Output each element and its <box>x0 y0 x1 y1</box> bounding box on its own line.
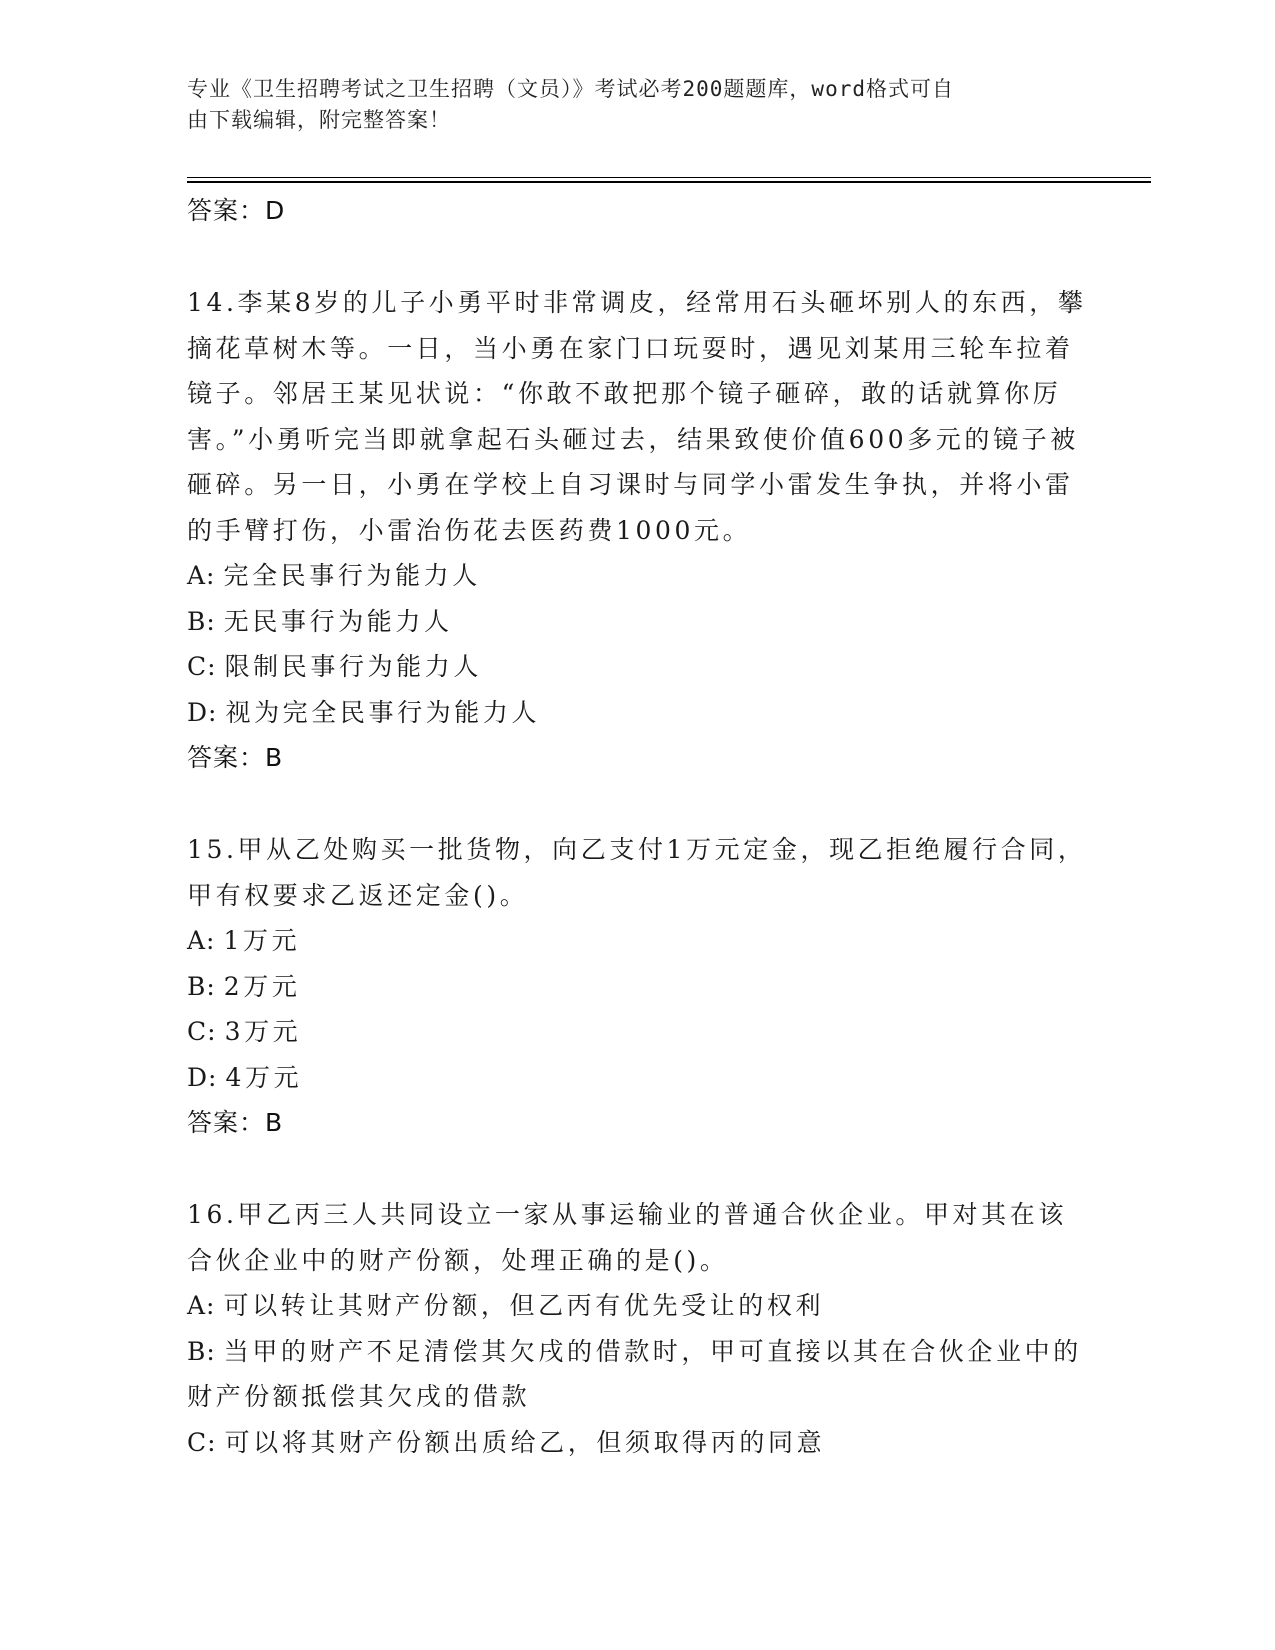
option-text: 完全民事行为能力人 <box>223 561 481 590</box>
option-label: A: <box>187 1291 216 1320</box>
spacer <box>187 780 1087 827</box>
option-text: 1万元 <box>223 926 301 955</box>
option-text: 4万元 <box>225 1062 303 1092</box>
question-15-option-b <box>187 964 1087 1010</box>
question-14-option-d <box>187 690 1087 736</box>
option-label: B: <box>187 971 216 1001</box>
option-label: C: <box>187 1427 217 1457</box>
question-16-option-b <box>187 1329 1087 1420</box>
question-14-option-c <box>187 644 1087 690</box>
option-label: D: <box>187 697 218 727</box>
spacer <box>187 233 1087 280</box>
previous-answer: 答案：D <box>187 196 286 225</box>
question-15-option-a <box>187 918 1087 964</box>
question-16 <box>187 1192 1087 1465</box>
question-14-answer: 答案：B <box>187 743 284 772</box>
spacer <box>187 1145 1087 1192</box>
question-14-option-a <box>187 553 1087 599</box>
option-label: A: <box>187 926 216 955</box>
option-text: 可以转让其财产份额，但乙丙有优先受让的权利 <box>223 1291 825 1320</box>
option-label: A: <box>187 561 216 590</box>
header-rule-thin <box>187 177 1151 178</box>
question-14-text: 14.李某8岁的儿子小勇平时非常调皮，经常用石头砸坏别人的东西，攀摘花草树木等。一日，当小勇在家门口玩耍时，遇见刘某用三轮车拉着镜子。邻居王某见状说：“你敢不敢把那个镜子砸碎，敢的话就算你厉害。”小勇听完当即就拿起石头砸过去，结果致使价值600多元的镜子被砸碎。另一日，小勇在学校上自习课时与同学小雷发生争执，并将小雷的手臂打伤，小雷治伤花去医药费1000元。 <box>187 288 1087 545</box>
option-text: 2万元 <box>223 971 301 1001</box>
question-16-option-c <box>187 1420 1087 1466</box>
question-16-text: 16.甲乙丙三人共同设立一家从事运输业的普通合伙企业。甲对其在该合伙企业中的财产份额，处理正确的是()。 <box>187 1200 1067 1275</box>
option-label: D: <box>187 1062 218 1092</box>
question-15 <box>187 827 1087 1145</box>
option-text: 3万元 <box>224 1017 302 1046</box>
header-line-2: 由下载编辑，附完整答案！ <box>187 108 451 132</box>
question-14-option-b <box>187 599 1087 645</box>
option-label: B: <box>187 1336 216 1366</box>
question-14 <box>187 280 1087 780</box>
option-text: 视为完全民事行为能力人 <box>225 697 541 727</box>
question-list <box>187 188 1087 1465</box>
option-label: C: <box>187 1017 217 1046</box>
option-text: 可以将其财产份额出质给乙，但须取得丙的同意 <box>224 1427 826 1457</box>
option-text: 无民事行为能力人 <box>223 606 453 636</box>
question-15-answer: 答案：B <box>187 1108 284 1137</box>
option-text: 限制民事行为能力人 <box>224 652 482 681</box>
option-text: 当甲的财产不足清偿其欠戌的借款时，甲可直接以其在合伙企业中的财产份额抵偿其欠戌的借款 <box>187 1336 1082 1411</box>
header-line-1: 专业《卫生招聘考试之卫生招聘（文员）》考试必考200题题库，word格式可自 <box>187 77 954 101</box>
question-15-option-c <box>187 1009 1087 1055</box>
option-label: C: <box>187 652 217 681</box>
question-15-text: 15.甲从乙处购买一批货物，向乙支付1万元定金，现乙拒绝履行合同，甲有权要求乙返还定金()。 <box>187 835 1087 910</box>
document-header <box>187 74 1067 136</box>
option-label: B: <box>187 606 216 636</box>
question-16-option-a <box>187 1283 1087 1329</box>
header-rule-thick <box>187 181 1151 183</box>
question-15-option-d <box>187 1055 1087 1101</box>
